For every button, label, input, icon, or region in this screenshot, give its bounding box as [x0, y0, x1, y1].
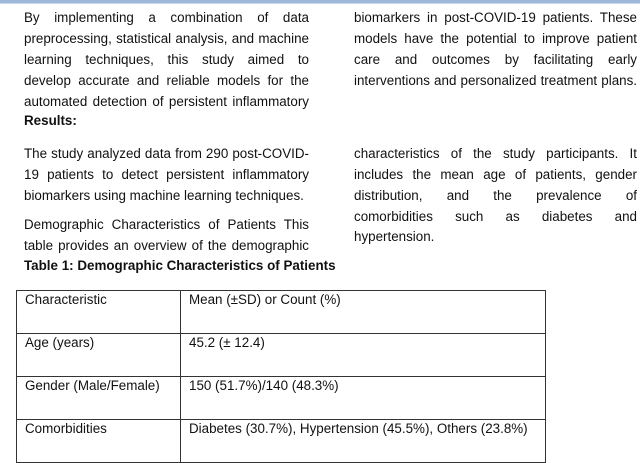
table-header-cell: Characteristic: [17, 291, 181, 334]
table-row: [17, 377, 546, 420]
table-cell: 45.2 (± 12.4): [181, 334, 546, 377]
text-line: interventions and personalized treatment plans.: [354, 73, 637, 88]
text-line: 19 patients to detect persistent inflammatory: [24, 167, 309, 182]
table-row: [17, 334, 546, 377]
text-line: develop accurate and reliable models for the: [24, 73, 309, 88]
table-cell: Comorbidities: [17, 420, 181, 463]
results-heading: Results:: [24, 113, 77, 128]
text-line: hypertension.: [354, 229, 435, 244]
text-line: biomarkers using machine learning techniques.: [24, 188, 304, 203]
text-line: models have the potential to improve patient: [354, 31, 637, 46]
text-line: automated detection of persistent inflammatory: [24, 94, 309, 109]
table-cell: Diabetes (30.7%), Hypertension (45.5%), Others (23.8%): [181, 420, 546, 463]
text-line: care and outcomes by facilitating early: [354, 52, 637, 67]
table-cell: Gender (Male/Female): [17, 377, 181, 420]
text-line: learning techniques, this study aimed to: [24, 52, 309, 67]
text-line: By implementing a combination of data: [24, 10, 309, 25]
table-header-row: [17, 291, 546, 334]
text-line: Demographic Characteristics of Patients This: [24, 217, 309, 232]
text-line: The study analyzed data from 290 post-COVID-: [24, 146, 309, 161]
text-line: characteristics of the study participants. It: [354, 146, 637, 161]
table-header-cell: Mean (±SD) or Count (%): [181, 291, 546, 334]
table-cell: Age (years): [17, 334, 181, 377]
text-line: distribution, and the prevalence of: [354, 188, 637, 203]
text-line: preprocessing, statistical analysis, and machine: [24, 31, 309, 46]
text-line: includes the mean age of patients, gender: [354, 167, 637, 182]
table-caption: Table 1: Demographic Characteristics of Patients: [24, 258, 336, 273]
table-row: [17, 420, 546, 463]
page-top-border: [0, 0, 640, 4]
text-line: biomarkers in post-COVID-19 patients. These: [354, 10, 637, 25]
text-line: comorbidities such as diabetes and: [354, 209, 637, 224]
demographics-table: [16, 290, 546, 463]
table-cell: 150 (51.7%)/140 (48.3%): [181, 377, 546, 420]
text-line: table provides an overview of the demographic: [24, 238, 309, 253]
